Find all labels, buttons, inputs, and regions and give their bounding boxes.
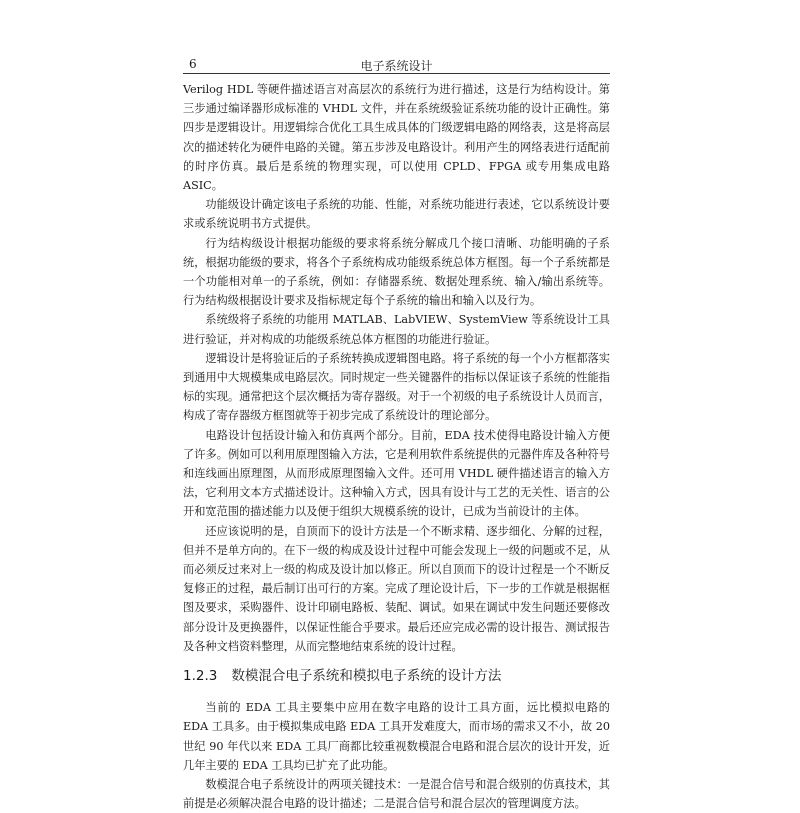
paragraph: 还应该说明的是，自顶而下的设计方法是一个不断求精、逐步细化、分解的过程，但并不是单方向的。在下一级的构成及设计过程中可能会发现上一级的问题或不足，从而必须反过来对上一级的构成及设计加以修正。所以自顶而下的设计过程是一个不断反复修正的过程，最后制订出可行的方案。完成了理论设计后，下一步的工作就是根据框图及要求，采购器件、设计印刷电路板、装配、调试。如果在调试中发生问题还要修改部分设计及更换器件，以保证性能合乎要求。最后还应完成必需的设计报告、测试报告及各种文档资料整理，从而完整地结束系统的设计过程。 — [183, 524, 610, 653]
paragraph: 当前的 EDA 工具主要集中应用在数字电路的设计工具方面，远比模拟电路的 EDA 工具多。由于模拟集成电路 EDA 工具开发难度大，而市场的需求又不小，故 20 世纪 90 年代以来 EDA 工具厂商都比较重视数模混合电路和混合层次的设计开发，近几年主要的 EDA 工具均已扩充了此功能。 — [183, 701, 610, 772]
paragraph: 功能级设计确定该电子系统的功能、性能，对系统功能进行表述，它以系统设计要求或系统说明书方式提供。 — [183, 198, 610, 231]
paragraph: 电路设计包括设计输入和仿真两个部分。目前，EDA 技术使得电路设计输入方便了许多。例如可以利用原理图输入方法，它是利用软件系统提供的元器件库及各种符号和连线画出原理图，从而形成原理图输入文件。还可用 VHDL 硬件描述语言的输入方法，它利用文本方式描述设计。这种输入方式，因具有设计与工艺的无关性、语言的公开和宽范围的描述能力以及便于组织大规模系统的设计，已成为当前设计的主体。 — [183, 428, 610, 519]
paragraph: Verilog HDL 等硬件描述语言对高层次的系统行为进行描述，这是行为结构设计。第三步通过编译器形成标准的 VHDL 文件，并在系统级验证系统功能的设计正确性。第四步是逻辑设计。用逻辑综合优化工具生成具体的门级逻辑电路的网络表，这是将高层次的描述转化为硬件电路的关键。第五步涉及电路设计。利用产生的网络表进行适配前的时序仿真。最后是系统的物理实现，可以使用 CPLD、FPGA 或专用集成电路 ASIC。 — [183, 83, 610, 193]
paragraph: 数模混合电子系统设计的两项关键技术：一是混合信号和混合级别的仿真技术，其前提是必须解决混合电路的设计描述；二是混合信号和混合层次的管理调度方法。 — [183, 777, 610, 811]
running-title: 电子系统设计 — [360, 59, 433, 73]
paragraph: 行为结构级设计根据功能级的要求将系统分解成几个接口清晰、功能明确的子系统，根据功能级的要求，将各个子系统构成功能级系统总体方框图。每一个子系统都是一个功能相对单一的子系统，例如：存储器系统、数据处理系统、输入/输出系统等。行为结构级根据设计要求及指标规定每个子系统的输出和输入以及行为。 — [183, 236, 610, 308]
section-number: 1.2.3 — [183, 668, 218, 685]
body-text — [183, 80, 610, 813]
page-number: 6 — [189, 57, 197, 71]
header-rule — [183, 73, 610, 74]
paragraph: 逻辑设计是将验证后的子系统转换成逻辑图电路。将子系统的每一个小方框都落实到通用中大规模集成电路层次。同时规定一些关键器件的指标以保证该子系统的性能指标的实现。通常把这个层次概括为寄存器级。对于一个初级的电子系统设计人员而言，构成了寄存器级方框图就等于初步完成了系统设计的理论部分。 — [183, 351, 610, 423]
paragraph: 系统级将子系统的功能用 MATLAB、LabVIEW、SystemView 等系统设计工具进行验证，并对构成的功能级系统总体方框图的功能进行验证。 — [183, 313, 610, 346]
page-header — [183, 55, 610, 75]
section-title: 数模混合电子系统和模拟电子系统的设计方法 — [231, 668, 502, 685]
section-heading — [183, 666, 610, 686]
